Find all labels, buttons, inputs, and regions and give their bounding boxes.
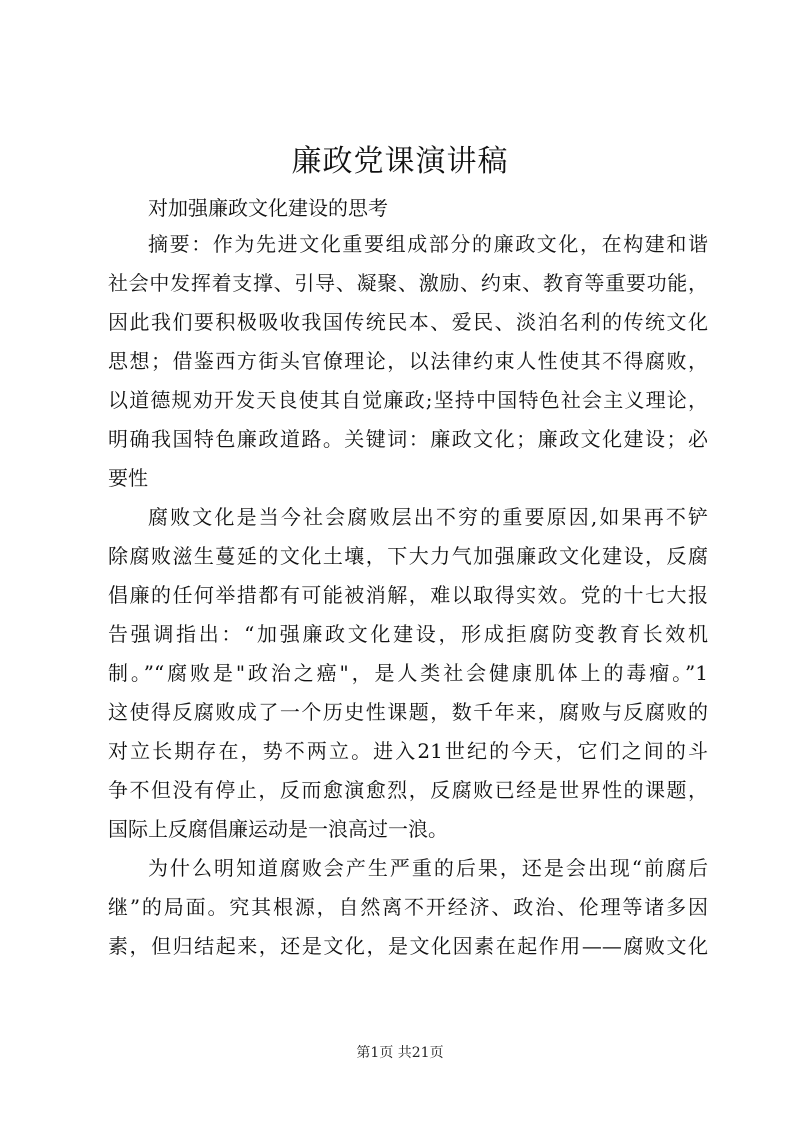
text-line: 素，但归结起来，还是文化，是文化因素在起作用——腐败文化 (108, 934, 708, 958)
text-line: 思想；借鉴西方街头官僚理论，以法律约束人性使其不得腐败， (108, 349, 708, 373)
page-number-footer: 第1页 共21页 (356, 1045, 444, 1061)
text-line: 明确我国特色廉政道路。关键词：廉政文化；廉政文化建设；必 (108, 427, 708, 451)
text-line: 这使得反腐败成了一个历史性课题，数千年来，腐败与反腐败的 (108, 700, 708, 724)
document-title: 廉政党课演讲稿 (291, 144, 509, 179)
text-line: 除腐败滋生蔓延的文化土壤，下大力气加强廉政文化建设，反腐 (108, 544, 708, 568)
text-line: 摘要：作为先进文化重要组成部分的廉政文化，在构建和谐 (148, 232, 708, 256)
text-line: 腐败文化是当今社会腐败层出不穷的重要原因,如果再不铲 (148, 505, 708, 529)
paragraph-root-cause (108, 849, 708, 966)
text-line: 要性 (108, 466, 148, 490)
text-line: 因此我们要积极吸收我国传统民本、爱民、淡泊名利的传统文化 (108, 310, 708, 334)
paragraph-corruption-culture (108, 498, 708, 849)
document-subtitle: 对加强廉政文化建设的思考 (148, 196, 388, 220)
text-line: 对立长期存在，势不两立。进入21世纪的今天，它们之间的斗 (108, 739, 708, 763)
document-body (108, 225, 708, 966)
text-line: 社会中发挥着支撑、引导、凝聚、激励、约束、教育等重要功能， (108, 271, 708, 295)
paragraph-abstract (108, 225, 708, 498)
text-line: 为什么明知道腐败会产生严重的后果，还是会出现“前腐后 (148, 856, 708, 880)
text-line: 争不但没有停止，反而愈演愈烈，反腐败已经是世界性的课题， (108, 778, 708, 802)
text-line: 国际上反腐倡廉运动是一浪高过一浪。 (108, 817, 448, 841)
text-line: 继”的局面。究其根源，自然离不开经济、政治、伦理等诸多因 (108, 895, 708, 919)
text-line: 制。”“腐败是"政治之癌"，是人类社会健康肌体上的毒瘤。”1 (108, 661, 708, 685)
text-line: 以道德规劝开发天良使其自觉廉政;坚持中国特色社会主义理论， (108, 388, 708, 412)
text-line: 倡廉的任何举措都有可能被消解，难以取得实效。党的十七大报 (108, 583, 708, 607)
text-line: 告强调指出：“加强廉政文化建设，形成拒腐防变教育长效机 (108, 622, 708, 646)
